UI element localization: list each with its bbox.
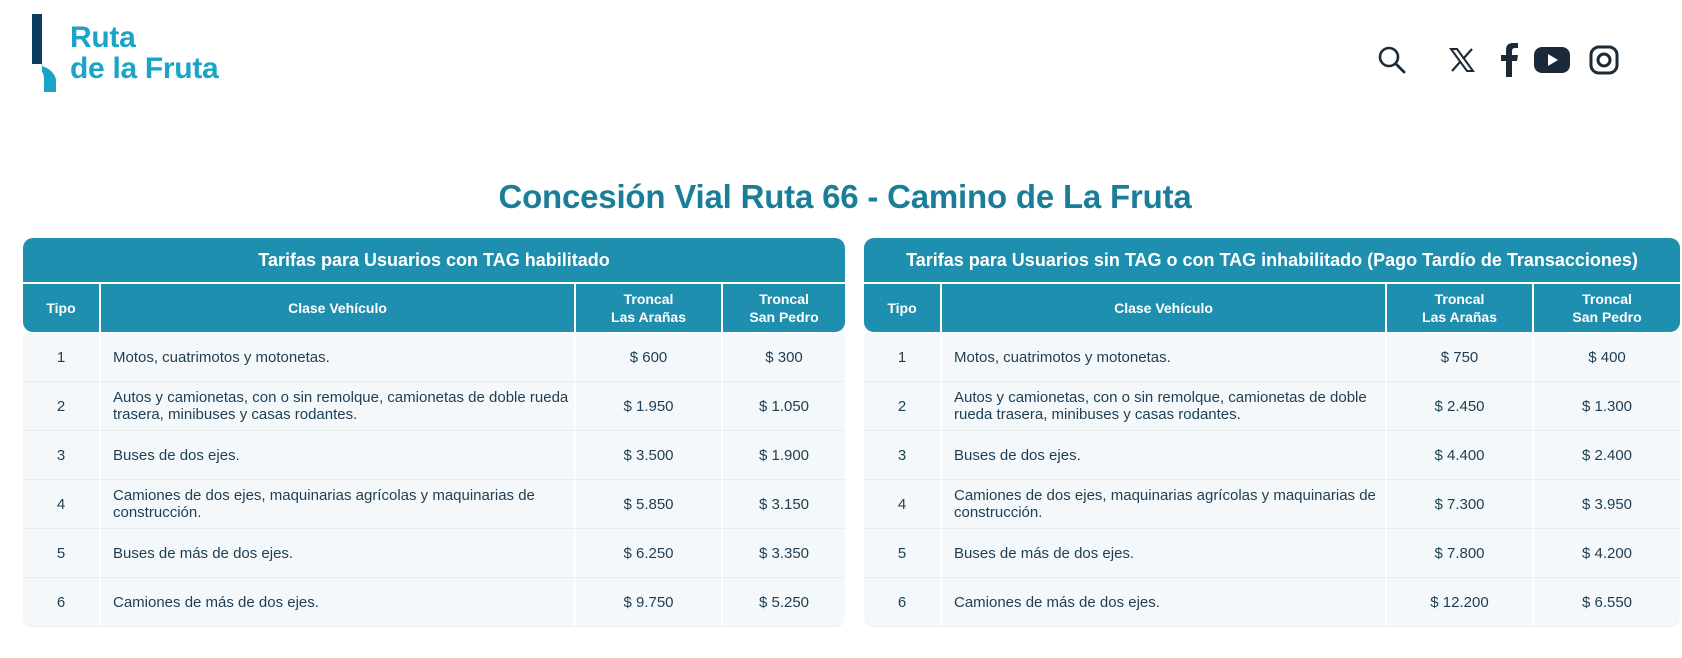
x-twitter-icon[interactable] [1442, 40, 1482, 80]
table-caption: Tarifas para Usuarios con TAG habilitado [23, 238, 845, 284]
cell-tarifa-san-pedro: $ 6.550 [1581, 593, 1633, 611]
table-row [23, 382, 845, 431]
cell-tarifa-san-pedro: $ 1.050 [758, 397, 810, 415]
table-row [864, 480, 1680, 529]
table-row [23, 480, 845, 529]
youtube-icon[interactable] [1532, 40, 1572, 80]
cell-tipo: 5 [23, 529, 101, 577]
cell-clase: Buses de dos ejes. [942, 431, 1387, 479]
cell-tipo: 4 [864, 480, 942, 528]
cell-tarifa-las-aranas: $ 3.500 [576, 431, 723, 479]
table-header [864, 238, 1680, 332]
cell-clase: Motos, cuatrimotos y motonetas. [942, 333, 1387, 381]
table-body [864, 333, 1680, 627]
cell-tipo: 4 [23, 480, 101, 528]
table-row [864, 529, 1680, 578]
facebook-icon[interactable] [1489, 40, 1529, 80]
logo-mark-icon [30, 14, 60, 92]
search-icon[interactable] [1372, 40, 1412, 80]
cell-clase: Camiones de dos ejes, maquinarias agrícolas y maquinarias de construcción. [942, 480, 1387, 528]
table-row [864, 333, 1680, 382]
cell-tarifa-las-aranas: $ 750 [1387, 333, 1534, 381]
cell-tipo: 3 [864, 431, 942, 479]
table-row [23, 333, 845, 382]
site-header [0, 0, 1682, 120]
col-t2-line2: San Pedro [749, 309, 819, 325]
cell-tipo: 2 [23, 382, 101, 430]
cell-clase: Camiones de dos ejes, maquinarias agrícolas y maquinarias de construcción. [101, 480, 576, 528]
cell-clase: Autos y camionetas, con o sin remolque, camionetas de doble rueda trasera, minibuses y casas rodantes. [942, 382, 1387, 430]
cell-tarifa-san-pedro: $ 1.300 [1581, 397, 1633, 415]
column-headers [864, 284, 1680, 332]
col-troncal-san-pedro [1534, 284, 1680, 332]
logo-line2: de la Fruta [70, 52, 219, 85]
col-t2-line1: Troncal [759, 291, 809, 307]
col-t1-line2: Las Arañas [1422, 309, 1497, 325]
col-t1-line2: Las Arañas [611, 309, 686, 325]
cell-tipo: 6 [864, 578, 942, 626]
col-tipo: Tipo [23, 284, 101, 332]
col-t1-line1: Troncal [623, 291, 674, 307]
cell-clase: Camiones de más de dos ejes. [101, 578, 576, 626]
col-clase-vehiculo: Clase Vehículo [942, 284, 1387, 332]
cell-tarifa-las-aranas: $ 7.300 [1387, 480, 1534, 528]
table-row [23, 431, 845, 480]
cell-tarifa-san-pedro: $ 400 [1588, 348, 1626, 366]
table-row [23, 578, 845, 627]
col-troncal-las-aranas [1387, 284, 1534, 332]
cell-tipo: 1 [23, 333, 101, 381]
cell-tarifa-san-pedro: $ 3.350 [758, 544, 810, 562]
cell-tarifa-las-aranas: $ 5.850 [576, 480, 723, 528]
cell-clase: Camiones de más de dos ejes. [942, 578, 1387, 626]
column-headers [23, 284, 845, 332]
cell-clase: Autos y camionetas, con o sin remolque, camionetas de doble rueda trasera, minibuses y casas rodantes. [101, 382, 576, 430]
cell-tarifa-las-aranas: $ 9.750 [576, 578, 723, 626]
col-tipo: Tipo [864, 284, 942, 332]
cell-tarifa-san-pedro: $ 300 [765, 348, 803, 366]
page-title: Concesión Vial Ruta 66 - Camino de La Fruta [498, 178, 1192, 215]
cell-tarifa-san-pedro: $ 1.900 [758, 446, 810, 464]
table-row [23, 529, 845, 578]
col-t1-line1: Troncal [1434, 291, 1485, 307]
cell-tarifa-san-pedro: $ 3.950 [1581, 495, 1633, 513]
cell-tarifa-las-aranas: $ 6.250 [576, 529, 723, 577]
instagram-icon[interactable] [1584, 40, 1624, 80]
site-logo[interactable] [30, 14, 230, 94]
col-t2-line2: San Pedro [1572, 309, 1642, 325]
cell-tipo: 3 [23, 431, 101, 479]
cell-tarifa-las-aranas: $ 600 [576, 333, 723, 381]
cell-tipo: 1 [864, 333, 942, 381]
col-troncal-las-aranas [576, 284, 723, 332]
col-t2-line1: Troncal [1582, 291, 1632, 307]
cell-tipo: 5 [864, 529, 942, 577]
logo-text [70, 22, 218, 84]
cell-clase: Motos, cuatrimotos y motonetas. [101, 333, 576, 381]
table-body [23, 333, 845, 627]
table-row [864, 431, 1680, 480]
cell-tipo: 6 [23, 578, 101, 626]
cell-tarifa-las-aranas: $ 1.950 [576, 382, 723, 430]
cell-tarifa-las-aranas: $ 2.450 [1387, 382, 1534, 430]
table-row [864, 578, 1680, 627]
cell-clase: Buses de más de dos ejes. [942, 529, 1387, 577]
cell-tarifa-san-pedro: $ 4.200 [1581, 544, 1633, 562]
cell-tipo: 2 [864, 382, 942, 430]
tariff-table-without-tag [864, 238, 1680, 627]
table-caption: Tarifas para Usuarios sin TAG o con TAG inhabilitado (Pago Tardío de Transacciones) [864, 238, 1680, 284]
col-troncal-san-pedro [723, 284, 845, 332]
tariff-table-with-tag [23, 238, 845, 627]
cell-tarifa-san-pedro: $ 2.400 [1581, 446, 1633, 464]
cell-tarifa-las-aranas: $ 12.200 [1387, 578, 1534, 626]
cell-clase: Buses de más de dos ejes. [101, 529, 576, 577]
cell-clase: Buses de dos ejes. [101, 431, 576, 479]
col-clase-vehiculo: Clase Vehículo [101, 284, 576, 332]
cell-tarifa-san-pedro: $ 3.150 [758, 495, 810, 513]
cell-tarifa-san-pedro: $ 5.250 [758, 593, 810, 611]
logo-line1: Ruta [70, 21, 136, 54]
cell-tarifa-las-aranas: $ 7.800 [1387, 529, 1534, 577]
table-header [23, 238, 845, 332]
table-row [864, 382, 1680, 431]
cell-tarifa-las-aranas: $ 4.400 [1387, 431, 1534, 479]
